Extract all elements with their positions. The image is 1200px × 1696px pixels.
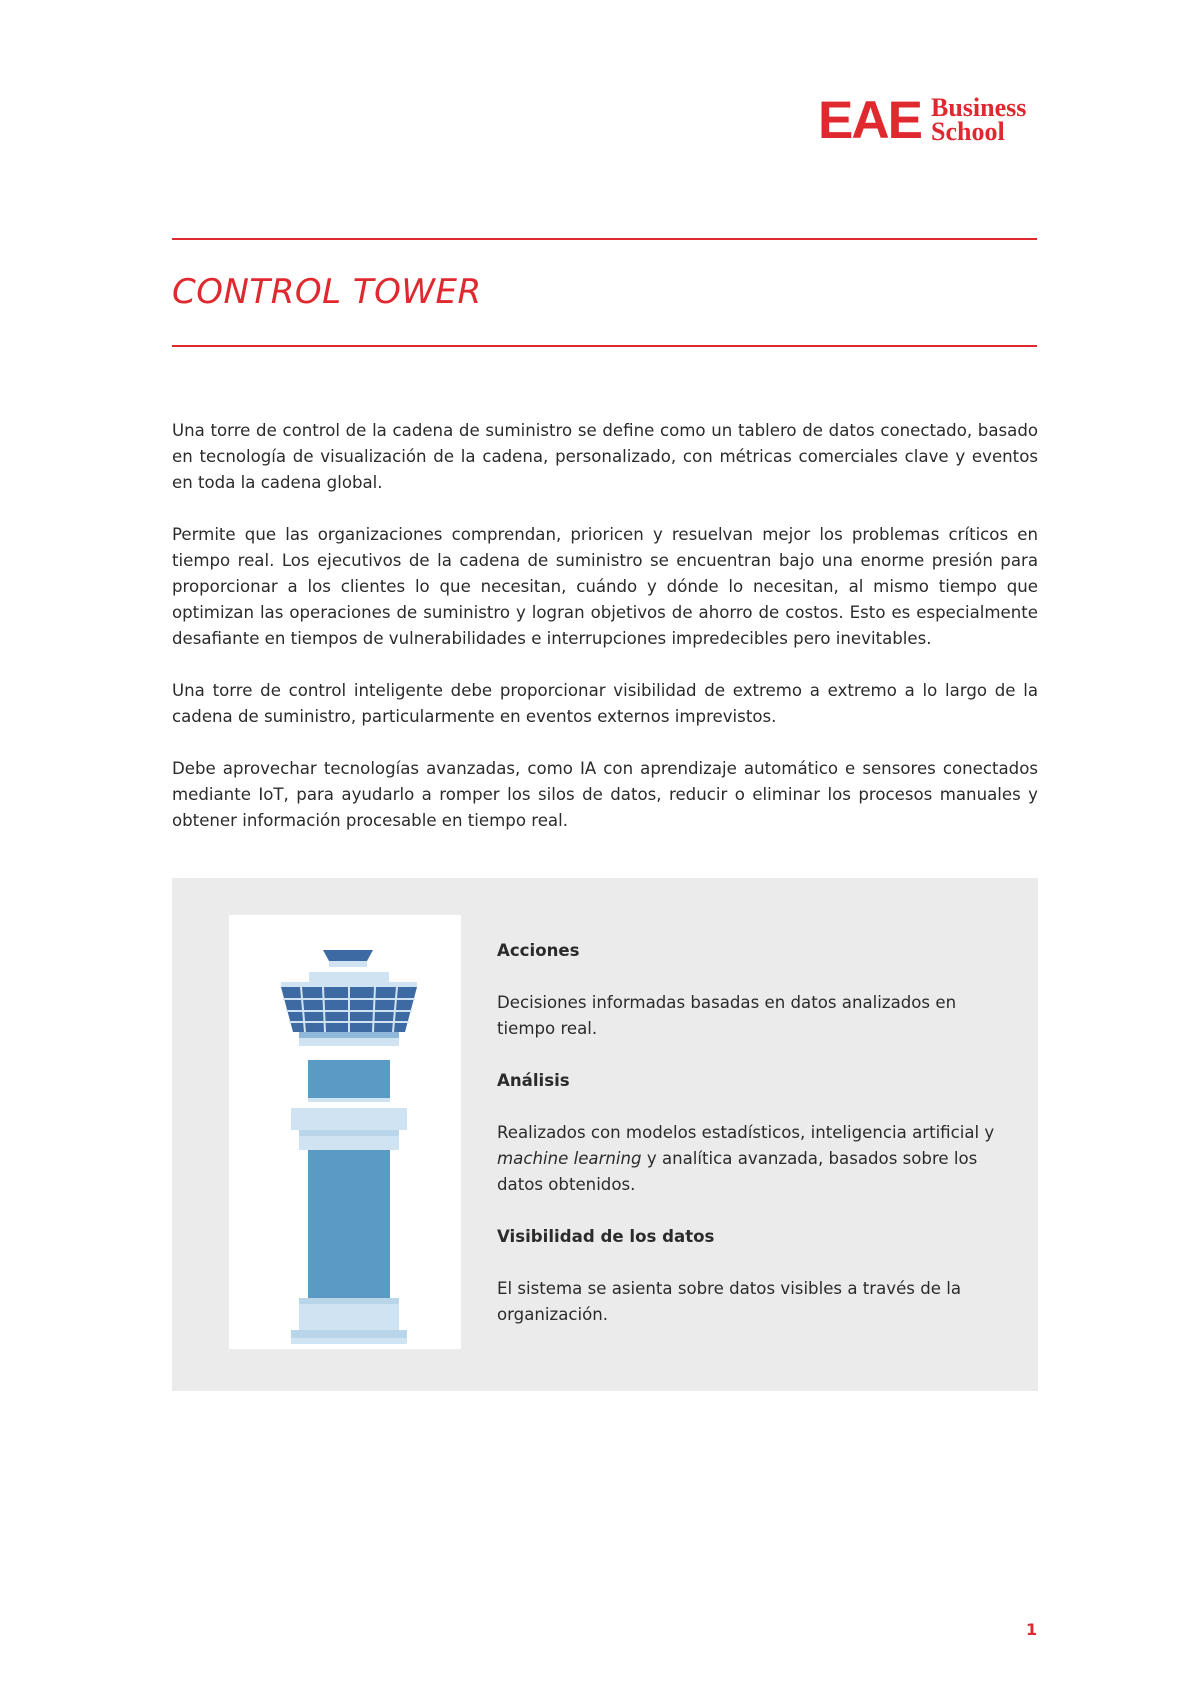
analisis-text-after: y analítica avanzada, basados sobre los datos obtenidos. [497,1149,978,1194]
logo-line-school: School [930,117,1005,146]
logo-line-business: Business [930,93,1027,122]
control-tower-icon [229,915,461,1349]
analisis-text-before: Realizados con modelos estadísticos, inteligencia artificial y [497,1123,995,1142]
info-box [172,878,1038,1391]
section-text-analisis [497,1120,997,1198]
page-title: CONTROL TOWER [172,272,482,312]
logo-business-school-text [930,93,1027,146]
page-number: 1 [1026,1620,1038,1639]
info-text [497,938,997,1354]
section-text-visibilidad: El sistema se asienta sobre datos visibles a través de la organización. [497,1279,962,1324]
paragraph-definition: Una torre de control de la cadena de suministro se define como un tablero de datos conectado, basado en tecnología de visualización de la cadena, personalizado, con métricas comerciales clave y eventos en toda la cadena global. [172,421,1038,492]
paragraph-technologies: Debe aprovechar tecnologías avanzadas, como IA con aprendizaje automático e sensores conectados mediante IoT, para ayudarlo a romper los silos de datos, reducir o eliminar los procesos manuales y obtener información procesable en tiempo real. [172,759,1038,830]
title-top-rule [172,238,1037,240]
analisis-text-italic: machine learning [497,1149,642,1168]
paragraph-visibility: Una torre de control inteligente debe proporcionar visibilidad de extremo a extremo a lo largo de la cadena de suministro, particularmente en eventos externos imprevistos. [172,681,1038,726]
title-bottom-rule [172,345,1037,347]
logo-eae-text: EAE [818,90,921,150]
paragraph-benefits: Permite que las organizaciones comprendan, prioricen y resuelvan mejor los problemas críticos en tiempo real. Los ejecutivos de la cadena de suministro se encuentran bajo una enorme presión para proporcionar a los clientes lo que necesitan, cuándo y dónde lo necesitan, al mismo tiempo que optimizan las operaciones de suministro y logran objetivos de ahorro de costos. Esto es especialmente desafiante en tiempos de vulnerabilidades e interrupciones impredecibles pero inevitables. [172,525,1038,648]
control-tower-illustration [229,915,461,1349]
section-heading-analisis: Análisis [497,1071,570,1090]
section-heading-visibilidad: Visibilidad de los datos [497,1227,715,1246]
section-heading-acciones: Acciones [497,941,580,960]
eae-business-school-logo [818,90,1038,150]
section-text-acciones: Decisiones informadas basadas en datos analizados en tiempo real. [497,993,957,1038]
body-text [172,418,1038,860]
